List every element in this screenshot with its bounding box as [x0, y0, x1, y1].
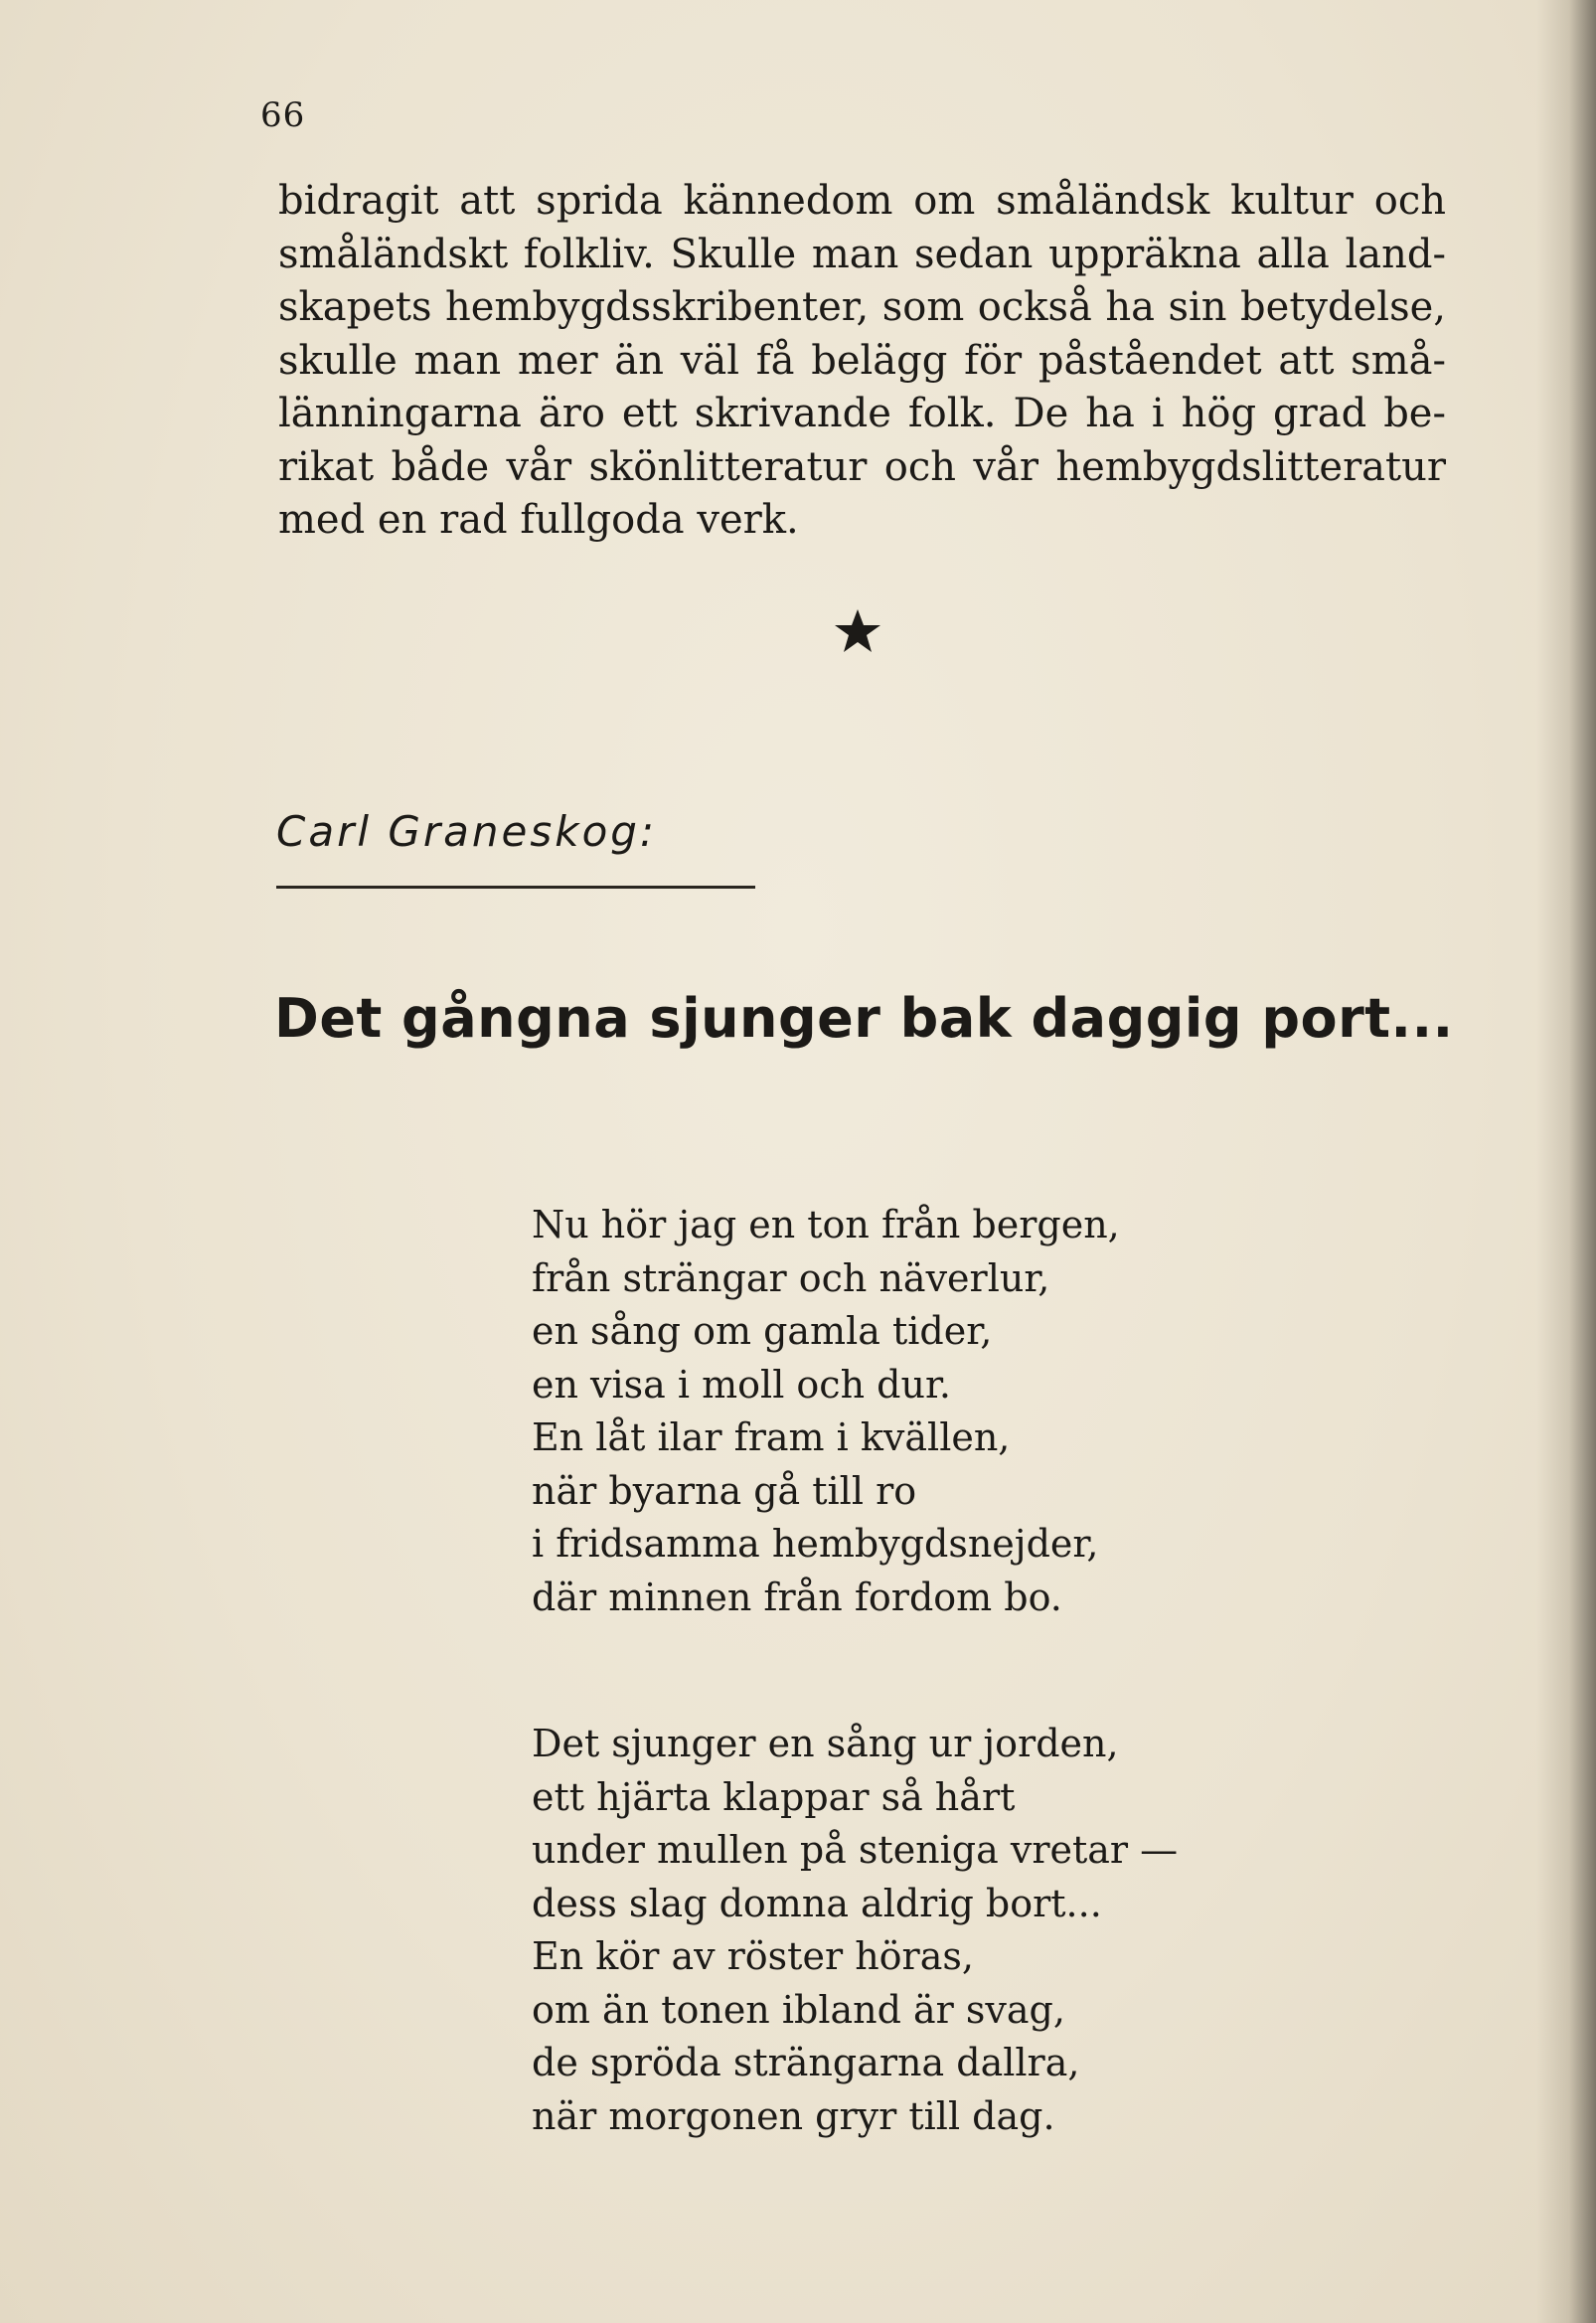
poem-line: Det sjunger en sång ur jorden, [532, 1722, 1119, 1765]
page-binding-shadow [1536, 0, 1596, 2323]
poem-stanza-2 [532, 1718, 1178, 2143]
intro-line: rikat både vår skönlitteratur och vår hembygdslitteratur [278, 443, 1446, 490]
poem-line: i fridsamma hembygdsnejder, [532, 1522, 1099, 1566]
author-underline [276, 886, 755, 889]
intro-line: bidragit att sprida kännedom om småländsk kultur och [278, 178, 1446, 224]
poem-line: under mullen på steniga vretar — [532, 1828, 1179, 1872]
poem-line: en sång om gamla tider, [532, 1309, 993, 1353]
intro-line: länningarna äro ett skrivande folk. De ha i hög grad be- [278, 391, 1446, 436]
intro-line: skapets hembygdsskribenter, som också ha sin betydelse, [278, 284, 1446, 330]
poem-author: Carl Graneskog: [276, 807, 658, 856]
intro-line: skulle man mer än väl få belägg för påståendet att små- [278, 337, 1446, 384]
poem-line: En låt ilar fram i kvällen, [532, 1415, 1011, 1459]
intro-line: småländskt folkliv. Skulle man sedan uppräkna alla land- [278, 231, 1446, 277]
poem-line: när byarna gå till ro [532, 1468, 917, 1513]
poem-line: från strängar och näverlur, [532, 1255, 1050, 1300]
poem-line: ett hjärta klappar så hårt [532, 1774, 1016, 1819]
poem-line: en visa i moll och dur. [532, 1362, 952, 1407]
poem-line: när morgonen gryr till dag. [532, 2093, 1055, 2138]
star-icon [833, 606, 882, 656]
poem-line: En kör av röster höras, [532, 1934, 974, 1978]
poem-line: Nu hör jag en ton från bergen, [532, 1203, 1120, 1246]
poem-line: de spröda strängarna dallra, [532, 2041, 1080, 2084]
page-number: 66 [260, 95, 306, 135]
intro-paragraph [278, 175, 1446, 548]
poem-title: Det gångna sjunger bak daggig port... [274, 987, 1454, 1050]
poem-line: om än tonen ibland är svag, [532, 1987, 1065, 2032]
poem-line: dess slag domna aldrig bort... [532, 1881, 1102, 1925]
poem-line: där minnen från fordom bo. [532, 1575, 1062, 1619]
intro-line: med en rad fullgoda verk. [278, 497, 799, 543]
poem-stanza-1 [532, 1199, 1120, 1624]
